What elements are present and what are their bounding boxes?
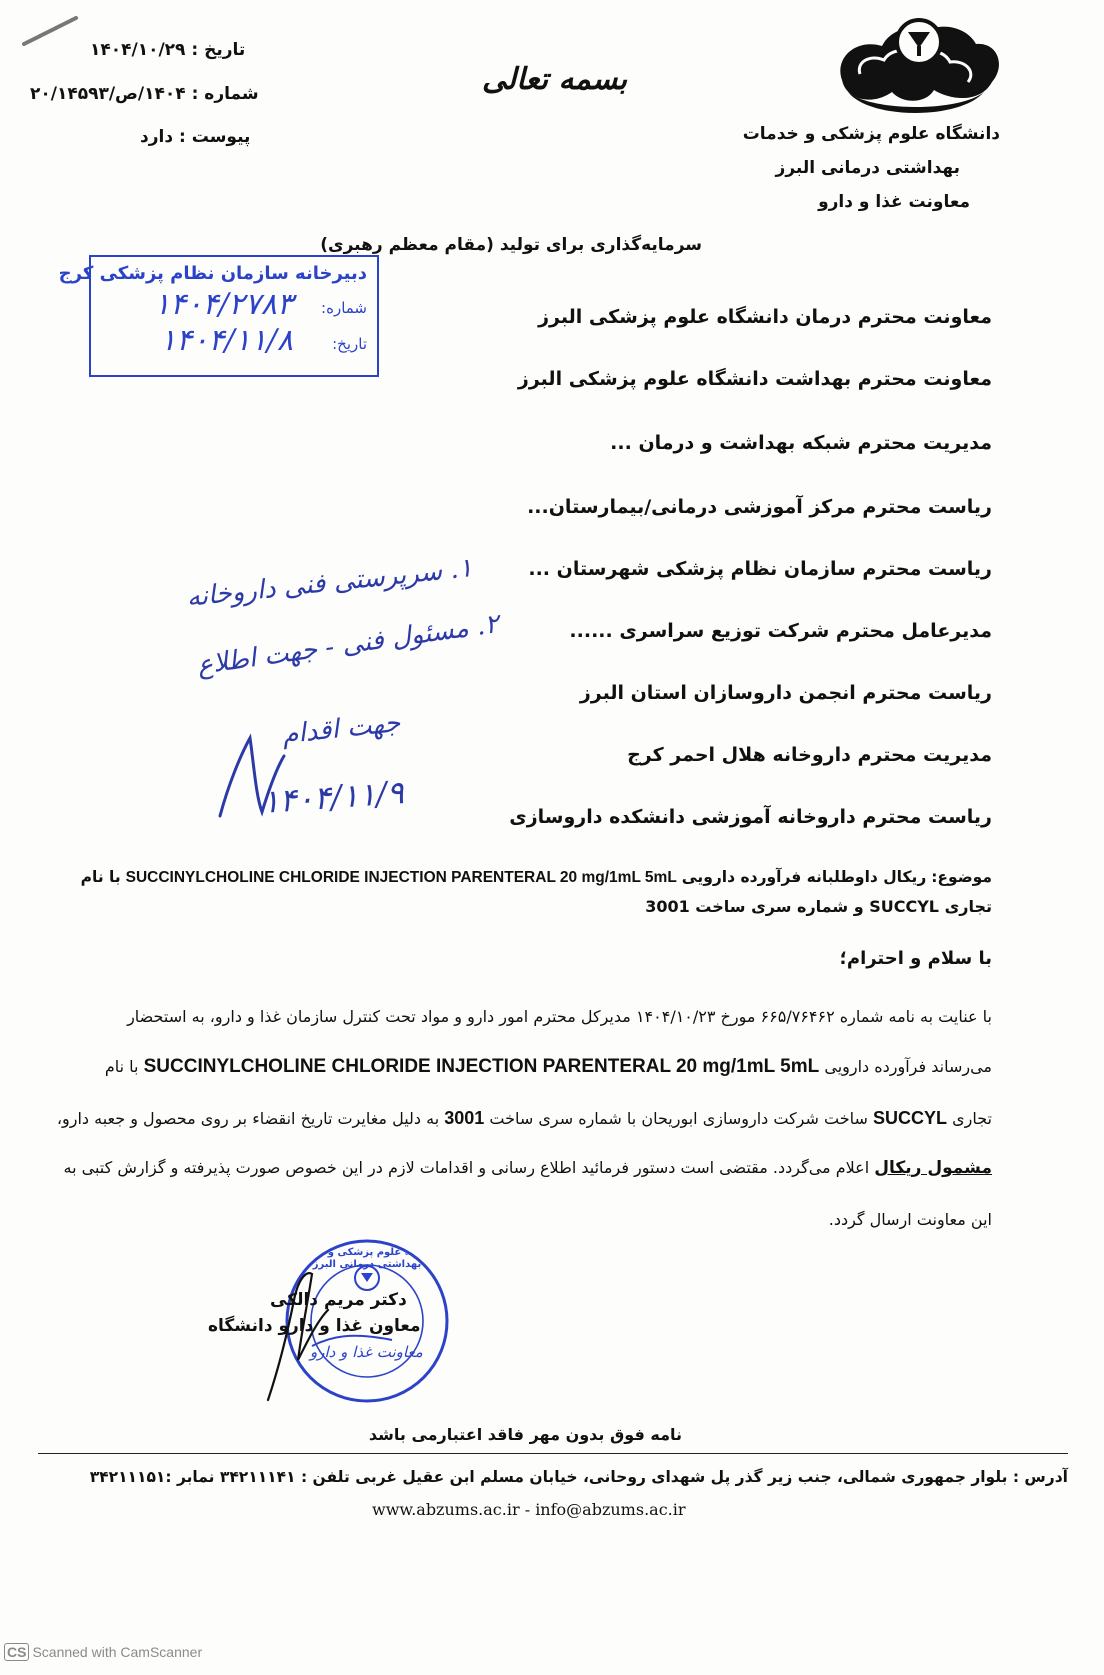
subject-label: موضوع: bbox=[931, 868, 992, 886]
validity-note: نامه فوق بدون مهر فاقد اعتبارمی باشد bbox=[368, 1425, 682, 1444]
body-product: SUCCINYLCHOLINE CHLORIDE INJECTION PARENTERAL 20 mg/1mL 5mL bbox=[143, 1056, 820, 1077]
handwritten-signature-2 bbox=[258, 1260, 338, 1410]
bismillah: بسمه تعالی bbox=[482, 62, 628, 97]
signatory-title: معاون غذا و دارو دانشگاه bbox=[208, 1316, 421, 1336]
stamp-date-value: ۱۴۰۴/۱۱/۸ bbox=[159, 323, 293, 358]
body-line-2 bbox=[105, 1056, 992, 1078]
body-batch: 3001 bbox=[444, 1108, 485, 1128]
org-line-2: بهداشتی درمانی البرز bbox=[775, 158, 960, 178]
stamp-date-label: تاریخ: bbox=[332, 335, 367, 353]
body-line-5: این معاونت ارسال گردد. bbox=[828, 1210, 992, 1229]
body-line-3-pre: تجاری bbox=[952, 1109, 992, 1128]
org-line-1: دانشگاه علوم پزشکی و خدمات bbox=[742, 124, 1000, 144]
number-value: ۱۴۰۴/ص/۲۰/۱۴۵۹۳ bbox=[30, 84, 186, 104]
subject-line-2: تجاری SUCCYL و شماره سری ساخت 3001 bbox=[645, 897, 992, 916]
footer-divider bbox=[38, 1453, 1068, 1454]
seal-outer-text: دانشگاه علوم پزشکی و خدمات بهداشتی درمانی البرز bbox=[291, 1247, 443, 1270]
footer-address: آدرس : بلوار جمهوری شمالی، جنب زیر گذر پل شهدای روحانی، خیابان مسلم ابن عقیل غربی تلفن : ۳۴۲۱۱۱۴۱ نمابر :۳۴۲۱۱۱۵۱ bbox=[89, 1468, 1068, 1486]
org-line-3: معاونت غذا و دارو bbox=[818, 192, 970, 212]
handwritten-date: ۱۴۰۴/۱۱/۹ bbox=[260, 773, 406, 821]
handwritten-line-3: جهت اقدام bbox=[280, 707, 402, 751]
addressee-4: ریاست محترم مرکز آموزشی درمانی/بیمارستان... bbox=[527, 496, 992, 518]
attachment-row bbox=[140, 127, 250, 147]
date-label: تاریخ : bbox=[191, 40, 246, 60]
handwritten-line-1: ۱. سرپرستی فنی داروخانه bbox=[185, 553, 474, 613]
body-line-4 bbox=[64, 1158, 992, 1178]
body-line-2-pre: می‌رساند فرآورده دارویی bbox=[824, 1057, 992, 1076]
attachment-label: پیوست : bbox=[178, 127, 251, 147]
stamp-title: دبیرخانه سازمان نظام پزشکی کرج bbox=[58, 263, 367, 284]
date-value: ۱۴۰۴/۱۰/۲۹ bbox=[90, 40, 186, 60]
body-line-3-mid: ساخت شرکت داروسازی ابوریحان با شماره سری ساخت bbox=[489, 1109, 868, 1128]
camscanner-logo-icon: CS bbox=[4, 1643, 29, 1661]
addressee-5: ریاست محترم سازمان نظام پزشکی شهرستان ... bbox=[528, 558, 992, 580]
subject-text-2: با نام bbox=[80, 868, 121, 886]
body-line-3 bbox=[57, 1108, 992, 1129]
number-label: شماره : bbox=[191, 84, 259, 104]
scanner-text: Scanned with CamScanner bbox=[32, 1644, 203, 1660]
recall-underlined: مشمول ریکال bbox=[874, 1158, 992, 1178]
addressee-7: ریاست محترم انجمن داروسازان استان البرز bbox=[579, 682, 992, 704]
slogan: سرمایه‌گذاری برای تولید (مقام معظم رهبری) bbox=[320, 235, 702, 255]
stamp-number-label: شماره: bbox=[321, 299, 367, 317]
date-row bbox=[90, 40, 245, 60]
subject-product: SUCCINYLCHOLINE CHLORIDE INJECTION PARENTERAL 20 mg/1mL 5mL bbox=[125, 869, 677, 886]
number-row bbox=[30, 84, 259, 104]
body-line-1: با عنایت به نامه شماره ۶۶۵/۷۶۴۶۲ مورخ ۱۴۰۴/۱۰/۲۳ مدیرکل محترم امور دارو و مواد تحت کنترل سازمان غذا و دارو، به استحضار bbox=[127, 1007, 992, 1026]
addressee-2: معاونت محترم بهداشت دانشگاه علوم پزشکی البرز bbox=[517, 368, 992, 390]
addressee-1: معاونت محترم درمان دانشگاه علوم پزشکی البرز bbox=[538, 306, 992, 328]
handwritten-line-2: ۲. مسئول فنی - جهت اطلاع bbox=[195, 608, 501, 682]
footer-web: www.abzums.ac.ir - info@abzums.ac.ir bbox=[372, 1500, 686, 1519]
secretariat-stamp bbox=[58, 255, 379, 377]
attachment-value: دارد bbox=[140, 127, 174, 147]
subject-line-1 bbox=[81, 868, 992, 887]
subject-text: ریکال داوطلبانه فرآورده دارویی bbox=[681, 868, 927, 886]
scanner-badge bbox=[4, 1643, 202, 1661]
university-logo-icon bbox=[830, 8, 1002, 126]
seal-inner-text: معاونت غذا و دارو bbox=[310, 1343, 423, 1361]
addressee-8: مدیریت محترم داروخانه هلال احمر کرج bbox=[627, 744, 992, 766]
body-line-2-post: با نام bbox=[104, 1057, 139, 1076]
body-line-4-rest: اعلام می‌گردد. مقتضی است دستور فرمائید اطلاع رسانی و اقدامات لازم در این خصوص صورت پذیرفته و گزارش کتبی به bbox=[63, 1158, 870, 1177]
body-line-3-post: به دلیل مغایرت تاریخ انقضاء بر روی محصول و جعبه دارو، bbox=[56, 1109, 440, 1128]
addressee-6: مدیرعامل محترم شرکت توزیع سراسری ...... bbox=[569, 620, 992, 642]
pen-mark bbox=[20, 14, 80, 48]
stamp-number-value: ۱۴۰۴/۲۷۸۳ bbox=[153, 287, 293, 322]
addressee-3: مدیریت محترم شبکه بهداشت و درمان ... bbox=[610, 432, 992, 454]
signatory-name: دکتر مریم دالکی bbox=[270, 1290, 407, 1310]
greeting: با سلام و احترام؛ bbox=[839, 948, 992, 969]
addressee-9: ریاست محترم داروخانه آموزشی دانشکده داروسازی bbox=[509, 806, 992, 828]
body-brand: SUCCYL bbox=[872, 1108, 947, 1128]
